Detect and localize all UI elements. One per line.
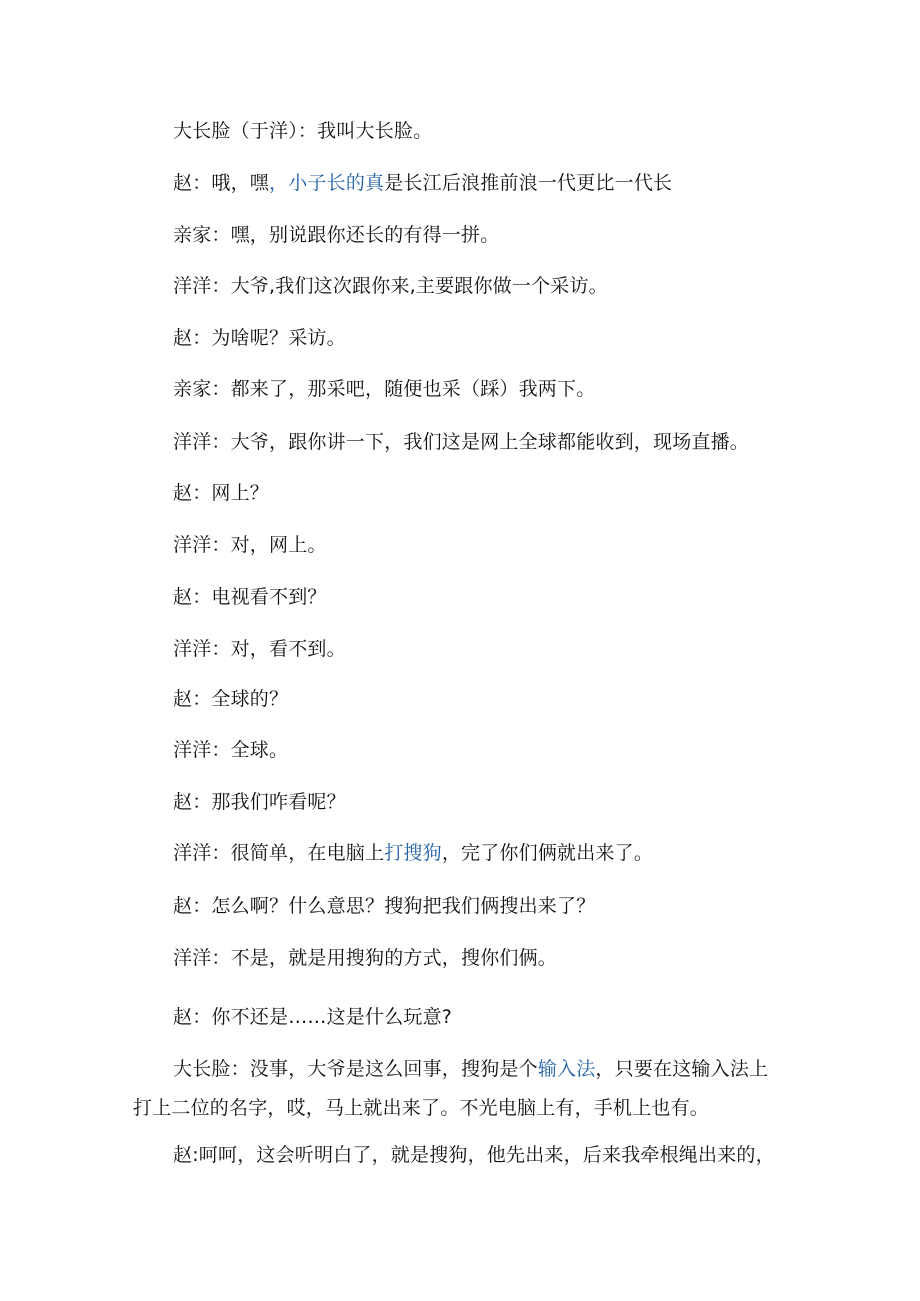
dialogue-line-14 (173, 788, 346, 816)
line-text: 赵：网上？ (173, 482, 270, 504)
line-text: 打上二位的名字，哎，马上就出来了。不光电脑上有，手机上也有。 (133, 1097, 710, 1119)
line-text: 赵：为啥呢？采访。 (173, 327, 346, 349)
line-text: 洋洋：大爷,我们这次跟你来,主要跟你做一个采访。 (173, 275, 608, 297)
dialogue-line-8 (173, 479, 269, 507)
dialogue-line-4 (173, 272, 608, 300)
dialogue-line-15 (173, 839, 653, 867)
line-text: 洋洋：不是，就是用搜狗的方式，搜你们俩。 (173, 947, 558, 969)
dialogue-line-1 (173, 117, 432, 145)
line-text: 赵：全球的？ (173, 688, 289, 710)
hyperlink-text[interactable]: ，小子长的真 (269, 172, 385, 194)
dialogue-line-12 (173, 685, 288, 713)
line-text: ，只要在这输入法上 (595, 1058, 769, 1080)
line-text: 赵：电视看不到？ (173, 586, 327, 608)
line-text: 洋洋：对，看不到。 (173, 638, 346, 660)
line-text: 亲家：都来了，那采吧，随便也采（踩）我两下。 (173, 378, 596, 400)
hyperlink-text[interactable]: 输入法 (537, 1058, 596, 1080)
dialogue-line-9 (173, 531, 327, 559)
line-text: 洋洋：全球。 (173, 739, 289, 761)
dialogue-line-19 (173, 1055, 768, 1083)
dialogue-line-10 (173, 583, 327, 611)
line-text: 赵：怎么啊？什么意思？搜狗把我们俩搜出来了？ (173, 895, 596, 917)
line-text: ，完了你们俩就出来了。 (441, 842, 654, 864)
dialogue-line-5 (173, 324, 346, 352)
line-text: 是长江后浪推前浪一代更比一代长 (384, 172, 673, 194)
dialogue-line-17 (173, 944, 557, 972)
dialogue-line-3 (173, 221, 499, 249)
line-text: 洋洋：对，网上。 (173, 534, 327, 556)
line-text: 亲家：嘿，别说跟你还长的有得一拼。 (173, 224, 500, 246)
dialogue-line-13 (173, 736, 288, 764)
line-text: 大长脸：没事，大爷是这么回事，搜狗是个 (173, 1058, 538, 1080)
hyperlink-text[interactable]: 打搜狗 (384, 842, 442, 864)
dialogue-line-16 (173, 892, 595, 920)
dialogue-line-18 (173, 1003, 452, 1031)
dialogue-line-6 (173, 375, 595, 403)
line-text: 赵:呵呵，这会听明白了，就是搜狗，他先出来，后来我牵根绳出来的， (173, 1144, 775, 1166)
dialogue-line-7 (173, 428, 749, 456)
dialogue-line-2 (173, 169, 672, 197)
line-text: 大长脸（于洋）：我叫大长脸。 (173, 120, 433, 142)
line-text: 赵：那我们咋看呢？ (173, 791, 346, 813)
dialogue-line-20 (173, 1141, 775, 1169)
line-text: 洋洋：大爷，跟你讲一下，我们这是网上全球都能收到，现场直播。 (173, 431, 750, 453)
line-text: 赵：哦，嘿 (173, 172, 270, 194)
dialogue-line-19-continued (133, 1094, 709, 1122)
line-text: 赵：你不还是……这是什么玩意? (173, 1006, 453, 1028)
dialogue-line-11 (173, 635, 346, 663)
line-text: 洋洋：很简单，在电脑上 (173, 842, 385, 864)
